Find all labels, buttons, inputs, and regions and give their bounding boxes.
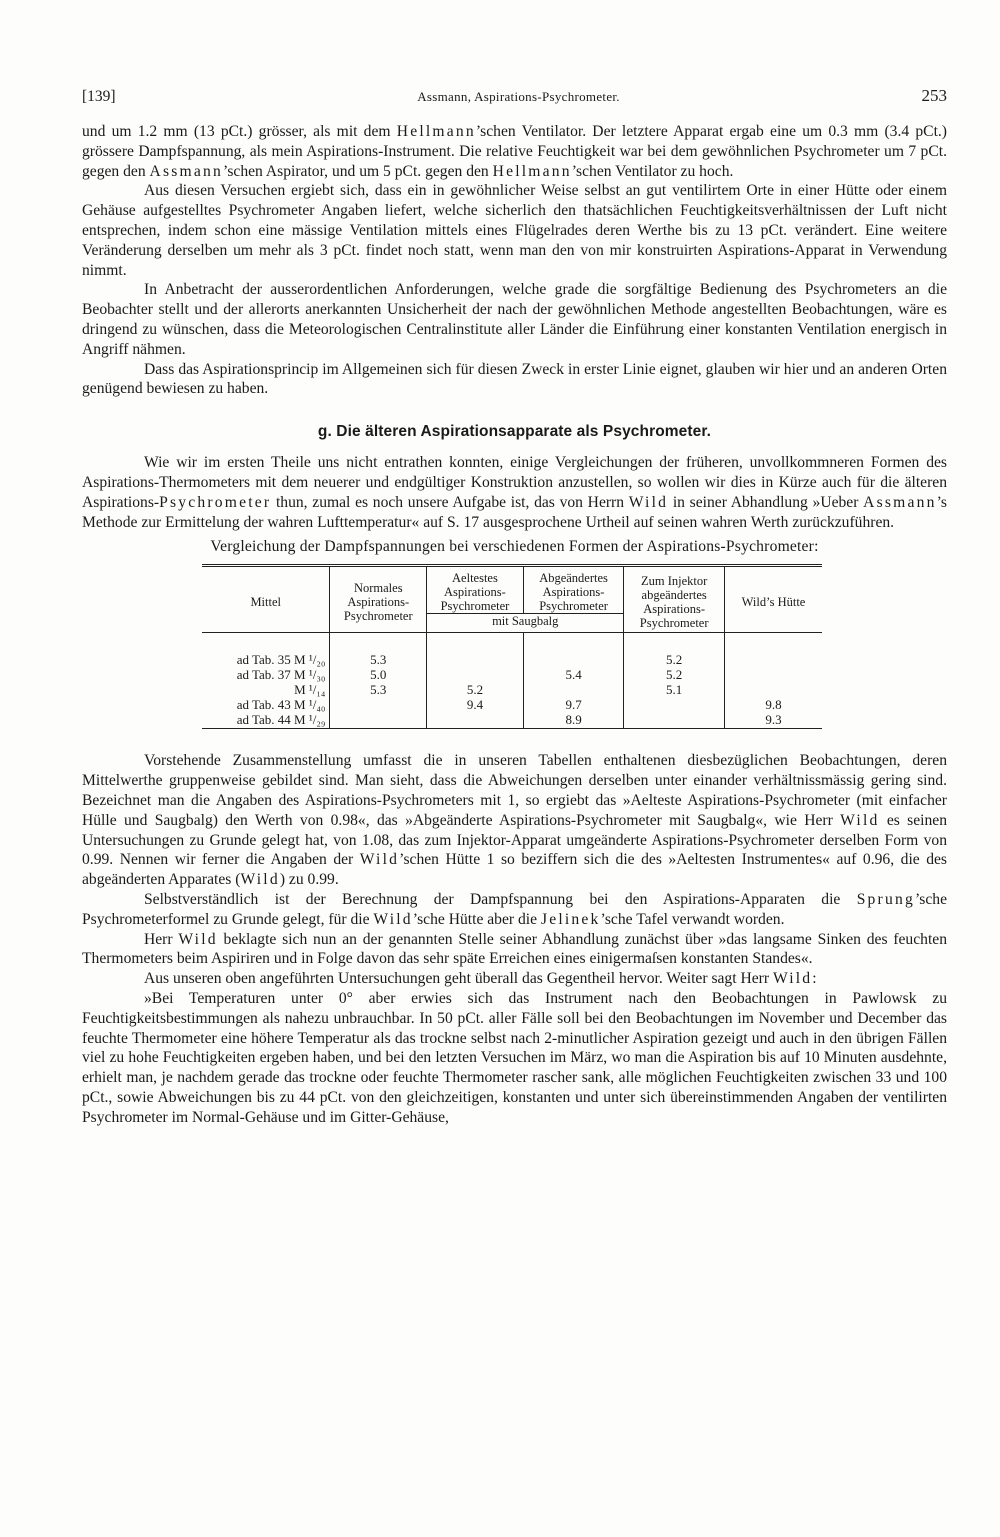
paragraph-1: und um 1.2 mm (13 pCt.) grösser, als mit dem Hellmann’schen Ventilator. Der letztere Apparat ergab eine um 0.3 mm (3.4 pCt.) grössere Dampfspannung, als mein Aspirations-Instrument. Die relative Feuchtigkeit war bei dem gewöhnlichen Psychrometer um 7 pCt. gegen den Assmann’schen Aspirator, und um 5 pCt. gegen den Hellmann’schen Ventilator zu hoch. [82,123,947,180]
table-row: ad Tab. 44 M ¹/₂₉ 8.9 9.3 [202,713,822,729]
table-row: M ¹/₁₄ 5.3 5.2 5.1 [202,683,822,698]
paragraph-8: Herr Wild beklagte sich nun an der genannten Stelle seiner Abhandlung zunächst über »das langsame Sinken des feuchten Thermometers beim Aspiriren und in Folge davon das sehr späte Erreichen eines einigermaſsen konstanten Standes«. [82,930,947,968]
paragraph-4: Dass das Aspirationsprincip im Allgemeinen sich für diesen Zweck in erster Linie eignet, glauben wir hier und an anderen Orten genügend bewiesen zu haben. [82,360,947,398]
paragraph-2: Aus diesen Versuchen ergiebt sich, dass ein in gewöhnlicher Weise selbst an gut ventilirtem Orte in einer Hütte oder einem Gehäuse aufgestelltes Psychrometer Angaben liefert, welche sicherlich den thatsächlichen Feuchtigkeitsverhältnissen der Luft nicht entsprechen, indem schon eine mässige Ventilation mittels eines Flügelrades deren Werthe bis zu 13 pCt. verändert. Eine weitere Veränderung derselben um mehr als 3 pCt. findet noch statt, wenn man den von mir konstruirten Aspirations-Apparat in Verwendung nimmt. [82,182,947,279]
paragraph-6: Vorstehende Zusammenstellung umfasst die in unseren Tabellen enthaltenen diesbezüglichen Beobachtungen, deren Mittelwerthe gruppenweise gebildet sind. Man sieht, dass die Abweichungen derselben unter einander verhältnissmässig gering sind. Bezeichnet man die Angaben des Aspirations-Psychrometers mit 1, so ergiebt das »Aelteste Aspirations-Psychrometer (mit einfacher Hülle und Saugbalg) den Werth von 0.98«, das »Abgeänderte Aspirations-Psychrometer mit Saugbalg«, wie Herr Wild es seinen Untersuchungen zu Grunde gelegt hat, von 1.08, das zum Injektor-Apparat umgeänderte Aspirations-Psychrometer derselben Form von 0.99. Nennen wir ferner die Angaben der Wild’schen Hütte 1 so beziffern sich die des »Aeltesten Instrumentes« auf 0.96, die des abgeänderten Apparates (Wild) zu 0.99. [82,752,948,889]
table-row: ad Tab. 35 M ¹/₂₀ 5.3 5.2 [202,653,822,668]
header-left: [139] [82,88,116,105]
page-number: 253 [921,86,947,105]
paragraph-9: Aus unseren oben angeführten Untersuchungen geht überall das Gegentheil hervor. Weiter sagt Herr Wild: [144,970,817,988]
header-mittel: Mittel [250,594,281,609]
header-wild: Wild’s Hütte [724,567,822,633]
running-head [82,86,947,112]
table-caption: Vergleichung der Dampfspannungen bei verschiedenen Formen der Aspirations-Psychrometer: [210,538,819,556]
header-mit-saugbalg: mit Saugbalg [427,614,624,633]
table-row: ad Tab. 43 M ¹/₄₀ 9.4 9.7 9.8 [202,698,822,713]
header-normales: Normales Aspirations- Psychrometer [330,567,427,633]
header-injektor: Zum Injektor abgeändertes Aspirations- Psychrometer [624,567,725,633]
header-aeltestes: Aeltestes Aspirations- Psychrometer [427,567,524,614]
section-title: g. Die älteren Aspirationsapparate als Psychrometer. [317,423,712,441]
paragraph-5: Wie wir im ersten Theile uns nicht entrathen konnten, einige Vergleichungen der früheren, unvollkommneren Formen des Aspirations-Thermometers mit dem neuerer und endgültiger Konstruktion anzustellen, so wollen wir dies in Kürze auch für die älteren Aspirations-Psychrometer thun, zumal es noch unsere Aufgabe ist, das von Herrn Wild in seiner Abhandlung »Ueber Assmann’s Methode zur Ermittelung der wahren Lufttemperatur« auf S. 17 ausgesprochene Urtheil auf seinen wahren Werth zurückzuführen. [82,454,947,531]
table-row: ad Tab. 37 M ¹/₃₀ 5.0 5.4 5.2 [202,668,822,683]
page [82,86,947,1127]
paragraph-3: In Anbetracht der ausserordentlichen Anforderungen, welche grade die sorgfältige Bedienung des Psychrometers an die Beobachter stellt und der allerorts anerkannten Unsicherheit der nach der gewöhnlichen Methode angestellten Beobachtungen, wäre es dringend zu wünschen, dass die Meteorologischen Centralinstitute aller Länder die Einführung einer konstanten Ventilation energisch in Angriff nähmen. [82,281,947,358]
comparison-table [202,564,822,729]
paragraph-7: Selbstverständlich ist der Berechnung der Dampfspannung bei den Aspirations-Apparaten die Sprung’sche Psychrometerformel zu Grunde gelegt, für die Wild’sche Hütte aber die Jelinek’sche Tafel verwandt worden. [82,890,947,928]
header-abgeaendertes: Abgeändertes Aspirations- Psychrometer [523,567,624,614]
paragraph-10-quote: »Bei Temperaturen unter 0° aber erwies sich das Instrument nach den Beobachtungen in Pawlowsk zu Feuchtigkeitsbestimmungen als nahezu unbrauchbar. In 50 pCt. aller Fälle soll bei den Beobachtungen im November und December das feuchte Thermometer eine höhere Temperatur als das trockne selbst nach 2-minutlicher Aspiration gezeigt und auch in den übrigen Fällen viel zu hohe Feuchtigkeiten ergeben haben, und bei den letzten Versuchen im März, wo man die Aspiration bis auf 10 Minuten ausdehnte, erhielt man, je nachdem gerade das trockne oder feuchte Thermometer rascher sank, alle möglichen Feuchtigkeiten zwischen 33 und 100 pCt., sowie Abweichungen bis zu 44 pCt. von den gleichzeitigen, konstanten und unter sich übereinstimmenden Angaben der ventilirten Psychrometer im Normal-Gehäuse und im Gitter-Gehäuse, [82,989,947,1126]
header-title: Assmann, Aspirations-Psychrometer. [417,89,620,104]
